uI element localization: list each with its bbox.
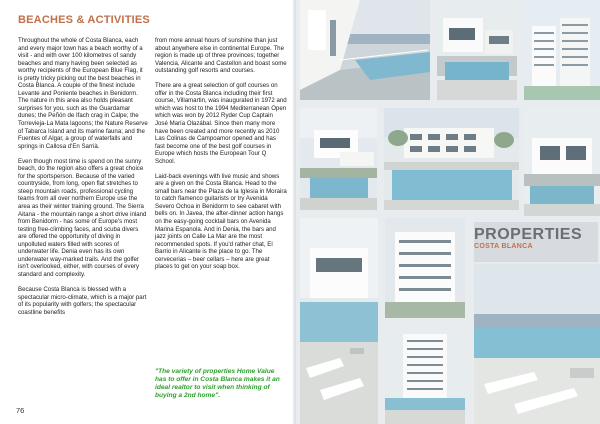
pull-quote: "The variety of properties Home Value has to offer in Costa Blanca makes it an ideal realtor to visit when thinking of buying a 2nd home". bbox=[155, 368, 280, 399]
paragraph: Laid-back evenings with live music and shows are a given on the Costa Blanca. Head to the small bars near the Plaza de la Iglesia in Moraira to catch flamenco guitarists or try Avenida Severo Ochoa in Benidorm to see cabaret with bells on. In Javea, the after-dinner action hangs on the easy-going cocktail bars on Avenida Marina Espanola. And in Denia, the bars and jazz joints on Calle La Mar are the most recommended spots. If you'd rather chat, El Barrio in Alicante is the place to go. The cervecerias – beer cellars – here are great places to get on your soap box. bbox=[155, 172, 287, 271]
photo-terrace-pool bbox=[300, 0, 430, 100]
photo-villa-pool bbox=[437, 0, 517, 100]
photo-seafront-tower bbox=[385, 326, 465, 424]
paragraph: There are a great selection of golf courses on offer in the Costa Blanca including their first course, Villamartin, was inaugurated in 1972 and which was host to the 1994 Mediterranean Open which was won by 2012 Ryder Cup Captain José María Olazábal. Since then many more have been created and more recently as 2010 Las Colinas de Campoamor opened and has fast become one of the best golf courses in Europe which hosts the European Tour Q School. bbox=[155, 82, 287, 165]
photo-infinity-pool bbox=[474, 264, 600, 424]
left-page bbox=[0, 0, 294, 424]
section-heading: BEACHES & ACTIVITIES bbox=[18, 14, 150, 26]
photo-apartment-towers bbox=[524, 0, 600, 100]
paragraph: Even though most time is spend on the sunny beach, do the region also offers a great choice for the sportsperson. Because of the varied countryside, from long, open flat stretches to steep mountain roads, professional cycling teams from all over northern Europe use the area as their winter training ground. The Sierra Aitana - the mountain range a short drive inland from Benidorm - has some of Europe's most testing free-climbing faces, and scuba divers are offered the opportunity of diving in unpolluted waters filled with scores of underwater life. Denia even has its own underwater way-marked trails. And the golfer isn't overlooked, either, with courses of every standard and complexity. bbox=[18, 157, 147, 278]
properties-title-block bbox=[474, 222, 598, 262]
paragraph: from more annual hours of sunshine than just about anywhere else in continental Europe. The region is made up of three provinces; together Valencia, Alicante and Castellon and boast some outstanding golf resorts and courses. bbox=[155, 37, 287, 75]
photo-sun-loungers bbox=[300, 218, 378, 424]
section-subtitle: COSTA BLANCA bbox=[474, 243, 533, 250]
text-column-left bbox=[18, 37, 148, 324]
photo-white-villa bbox=[300, 108, 377, 210]
photo-modern-villa bbox=[524, 108, 600, 216]
paragraph: Because Costa Blanca is blessed with a spectacular micro-climate, which is a major part of its popularity with golfers; the spectacular coastline benefits bbox=[18, 285, 147, 316]
photo-resort-pool bbox=[384, 108, 519, 210]
text-column-right bbox=[155, 37, 287, 278]
paragraph: Throughout the whole of Costa Blanca, each and every major town has a beach worthy of a visit - and with over 100 kilometres of sandy beaches and many having been selected as worthy recipients of the European Blue Flag, it is pretty tricky picking out the best beaches in Costa Blanca. A couple of the finest include Levante and Poniente beaches in Benidorm. The nature in this area also holds pleasant surprises for you, such as the Guardamar dunes; the Peñón de Ifach crag in Calpe; the Torrevieja-La Mata lagoons; the Nature Reserve of Tabarca Island and its marine fauna; and the Fuentes of Algar, a group of waterfalls and springs in Callosa d'En Sarrià. bbox=[18, 37, 148, 150]
page-number: 76 bbox=[16, 406, 25, 415]
section-title: PROPERTIES bbox=[474, 226, 583, 243]
photo-apartment-block bbox=[385, 218, 465, 318]
